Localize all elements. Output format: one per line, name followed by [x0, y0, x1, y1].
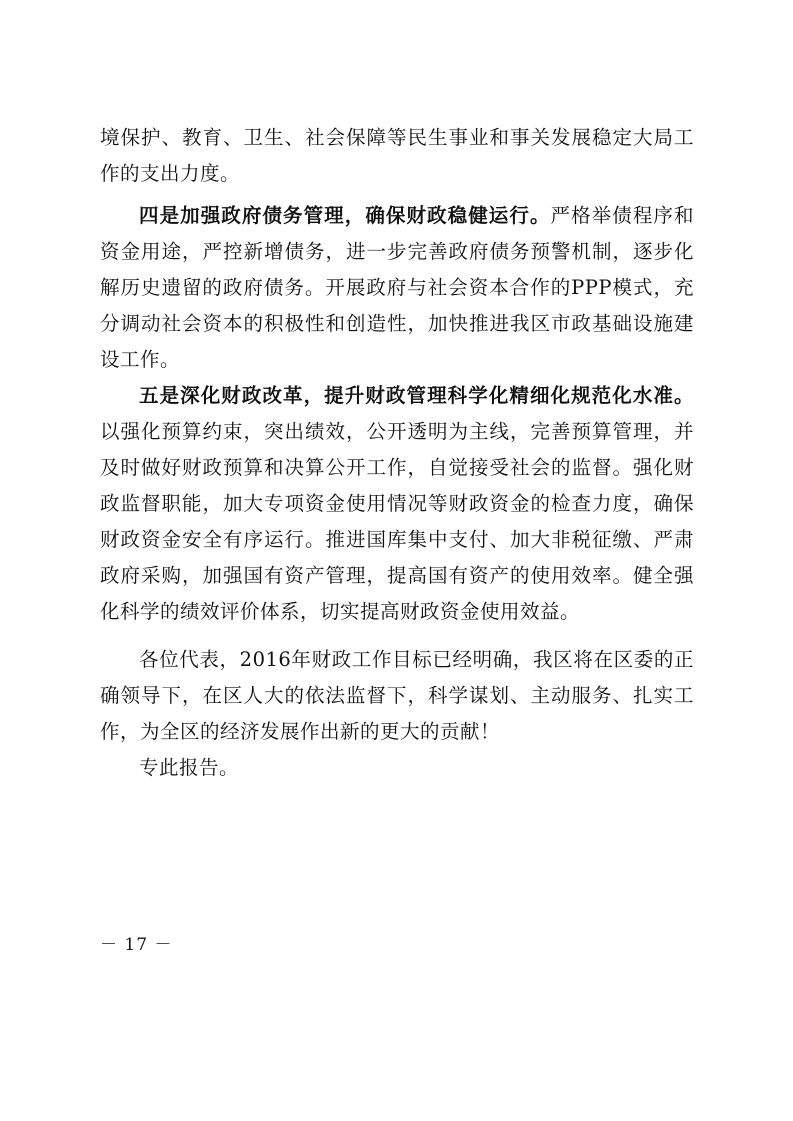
- paragraph-text: [100, 378, 694, 630]
- paragraph-text: 境保护、教育、卫生、社会保障等民生事业和事关发展稳定大局工作的支出力度。: [100, 126, 694, 185]
- paragraph-text: 专此报告。: [139, 756, 240, 779]
- paragraph-text: [100, 198, 694, 378]
- paragraph-debt-management: [100, 198, 694, 378]
- page-number: － 17 －: [100, 935, 173, 955]
- paragraph-continuation: [100, 120, 694, 192]
- paragraph-report-end: [100, 750, 694, 786]
- paragraph-body: 严格举债程序和资金用途，严控新增债务，进一步完善政府债务预警机制，逐步化解历史遗留的政府债务。开展政府与社会资本合作的PPP模式，充分调动社会资本的积极性和创造性，加快推进我区市政基础设施建设工作。: [100, 204, 694, 371]
- paragraph-fiscal-reform: [100, 378, 694, 630]
- paragraph-body: 以强化预算约束，突出绩效，公开透明为主线，完善预算管理，并及时做好财政预算和决算公开工作，自觉接受社会的监督。强化财政监督职能，加大专项资金使用情况等财政资金的检查力度，确保财政资金安全有序运行。推进国库集中支付、加大非税征缴、严肃政府采购，加强国有资产管理，提高国有资产的使用效率。健全强化科学的绩效评价体系，切实提高财政资金使用效益。: [100, 420, 694, 623]
- paragraph-text: 各位代表，2016年财政工作目标已经明确，我区将在区委的正确领导下，在区人大的依法监督下，科学谋划、主动服务、扎实工作，为全区的经济发展作出新的更大的贡献！: [100, 648, 694, 743]
- paragraph-heading: 五是深化财政改革，提升财政管理科学化精细化规范化水准。: [139, 384, 694, 407]
- paragraph-closing: [100, 642, 694, 750]
- paragraph-heading: 四是加强政府债务管理，确保财政稳健运行。: [139, 204, 551, 227]
